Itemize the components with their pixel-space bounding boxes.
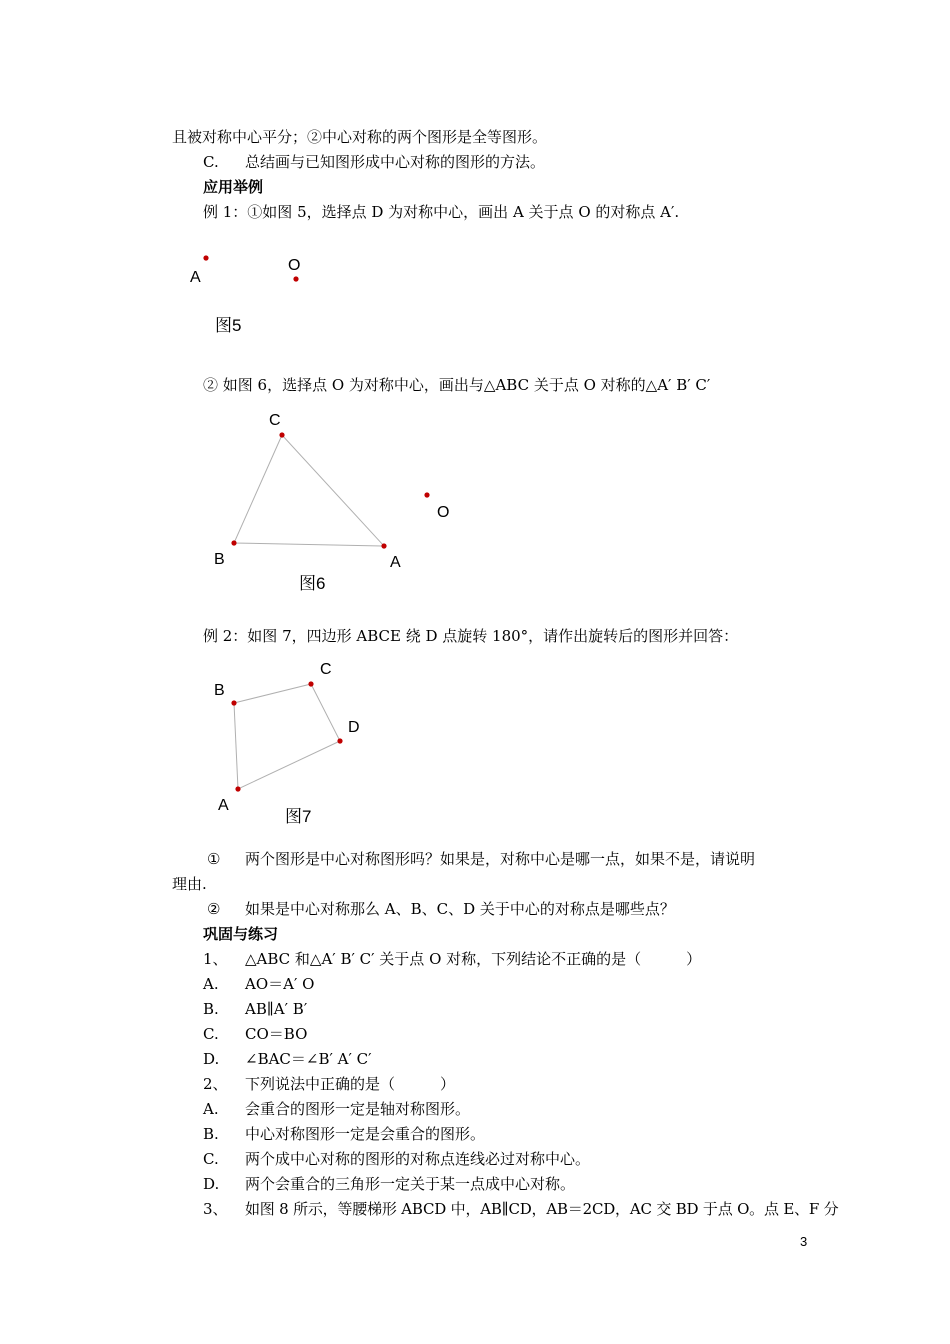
option-label: A.: [203, 1100, 219, 1118]
option-label: B.: [203, 1000, 219, 1018]
problem-1-option-d: ∠BAC＝∠B′ A′ C′: [245, 1050, 372, 1068]
option-label: D.: [203, 1050, 220, 1068]
question-1-label: ①: [207, 850, 221, 868]
point-b-dot: [231, 700, 236, 705]
question-2-text: 如果是中心对称那么 A、B、C、D 关于中心的对称点是哪些点？: [245, 900, 675, 918]
problem-2-option-b: 中心对称图形一定是会重合的图形。: [245, 1125, 486, 1143]
problem-1-option-a: AO＝A′ O: [245, 975, 315, 993]
question-2-label: ②: [207, 900, 221, 918]
option-label: C.: [203, 1150, 219, 1168]
text-line-2: 总结画与已知图形成中心对称的图形的方法。: [245, 153, 546, 171]
problem-3-label: 3、: [203, 1200, 228, 1218]
fig6-label-o: O: [437, 504, 450, 521]
option-label: A.: [203, 975, 219, 993]
point-d-dot: [337, 738, 342, 743]
option-label: C.: [203, 153, 219, 171]
option-label: C.: [203, 1025, 219, 1043]
text-line-1: 且被对称中心平分；②中心对称的两个图形是全等图形。: [172, 128, 548, 146]
fig7-label-c: C: [320, 661, 332, 678]
fig5-label-o: O: [288, 257, 301, 274]
fig6-label-b: B: [214, 551, 225, 568]
problem-2-text: 下列说法中正确的是（ ）: [245, 1075, 456, 1093]
option-label: D.: [203, 1175, 220, 1193]
fig7-label-a: A: [218, 797, 229, 814]
fig6-caption: 图6: [299, 574, 326, 593]
fig6-label-a: A: [390, 554, 401, 571]
question-1-text: 两个图形是中心对称图形吗？如果是，对称中心是哪一点，如果不是，请说明: [245, 850, 756, 868]
fig5-label-a: A: [190, 269, 201, 286]
example-2-text: 例 2：如图 7，四边形 ABCE 绕 D 点旋转 180°，请作出旋转后的图形并回答：: [203, 627, 739, 645]
problem-2-label: 2、: [203, 1075, 228, 1093]
section-heading-application: 应用举例: [203, 178, 264, 196]
fig7-caption: 图7: [285, 807, 312, 826]
problem-2-option-c: 两个成中心对称的图形的对称点连线必过对称中心。: [245, 1150, 591, 1168]
problem-2-option-d: 两个会重合的三角形一定关于某一点成中心对称。: [245, 1175, 576, 1193]
point-a-dot: [235, 786, 240, 791]
fig5-caption: 图5: [215, 316, 242, 335]
point-c-dot: [308, 681, 313, 686]
problem-3-text: 如图 8 所示，等腰梯形 ABCD 中，AB∥CD，AB＝2CD，AC 交 BD 于点 O。点 E、F 分: [245, 1200, 839, 1218]
problem-1-option-b: AB∥A′ B′: [245, 1000, 308, 1018]
problem-1-label: 1、: [203, 950, 228, 968]
example-1b-text: ② 如图 6，选择点 O 为对称中心，画出与△ABC 关于点 O 对称的△A′ B′ C′: [203, 376, 711, 394]
option-label: B.: [203, 1125, 219, 1143]
section-heading-practice: 巩固与练习: [203, 925, 279, 943]
fig7-label-d: D: [348, 719, 360, 736]
page-number: 3: [800, 1234, 808, 1249]
example-1-text: 例 1：①如图 5，选择点 D 为对称中心，画出 A 关于点 O 的对称点 A′.: [203, 203, 680, 221]
fig6-label-c: C: [269, 412, 281, 429]
question-1-text-cont: 理由.: [172, 875, 207, 893]
problem-2-option-a: 会重合的图形一定是轴对称图形。: [245, 1100, 471, 1118]
problem-1-text: △ABC 和△A′ B′ C′ 关于点 O 对称，下列结论不正确的是（ ）: [245, 950, 702, 968]
fig7-label-b: B: [214, 682, 225, 699]
problem-1-option-c: CO＝BO: [245, 1025, 308, 1043]
quadrilateral-abcd: [234, 684, 340, 789]
